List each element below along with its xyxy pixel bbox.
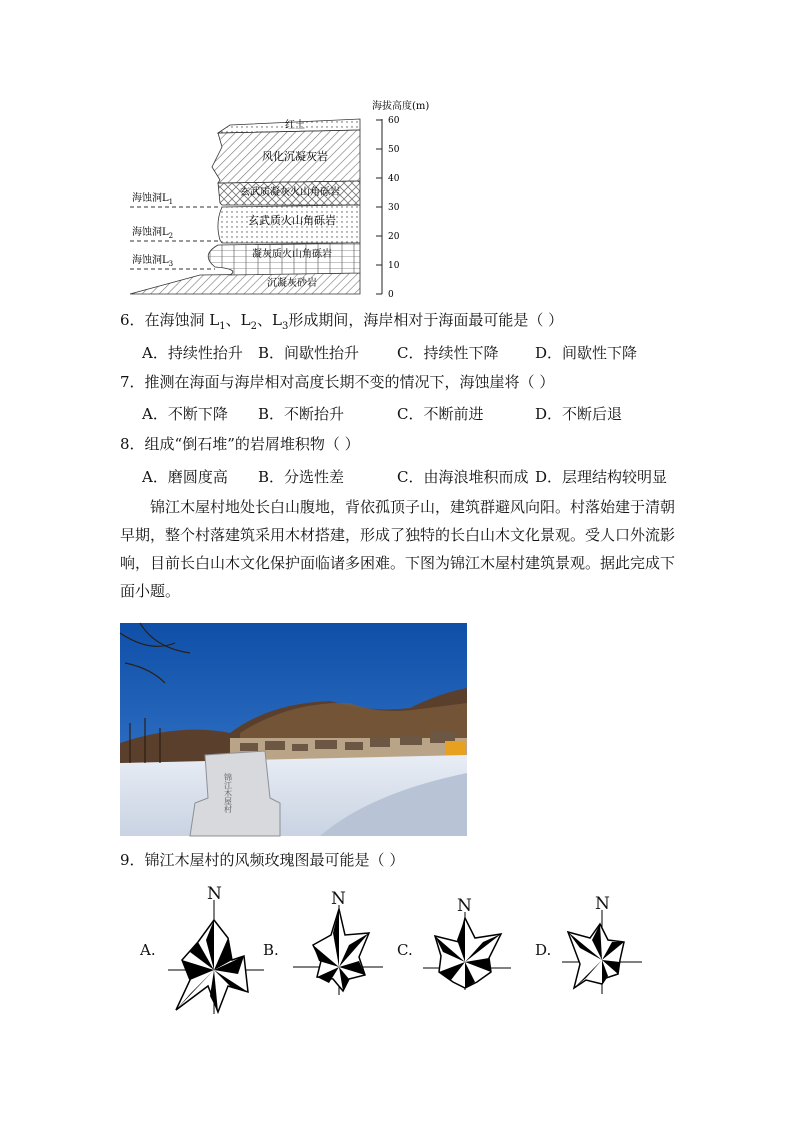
north-label: N: [331, 889, 346, 909]
layer-label: 沉凝灰砂岩: [267, 278, 317, 289]
question-6-stem: 6．在海蚀洞 $L_1$、$L_2$、$L_3$形成期间，海岸相对于海面最可能是（ ）: [120, 311, 564, 332]
q6-option-d[interactable]: D．间歇性下降: [535, 344, 638, 362]
q8-option-c[interactable]: C．由海浪堆积而成: [397, 468, 529, 486]
north-label: N: [457, 896, 472, 916]
svg-text:10: 10: [388, 261, 400, 271]
wind-rose-d[interactable]: [562, 910, 646, 994]
question-8-stem: 8．组成“倒石堆”的岩屑堆积物（ ）: [120, 435, 360, 453]
q7-option-b[interactable]: B．不断抬升: [258, 405, 345, 423]
layer-label: 凝灰质火山角砾岩: [252, 249, 332, 260]
axis-title: 海拔高度(m): [372, 101, 430, 112]
svg-text:30: 30: [388, 203, 400, 213]
layer-label: 玄武质凝灰火山角砾岩: [240, 187, 340, 198]
layer-label: 风化沉凝灰岩: [262, 150, 328, 163]
q9-option-d[interactable]: D.: [535, 941, 552, 959]
q6-option-c[interactable]: C．持续性下降: [397, 344, 499, 362]
wind-rose-b[interactable]: [293, 905, 383, 995]
q9-option-c[interactable]: C.: [397, 941, 413, 959]
question-7-stem: 7．推测在海面与海岸相对高度长期不变的情况下，海蚀崖将（ ）: [120, 373, 555, 391]
cave-label: 海蚀洞$L_3$: [132, 255, 174, 268]
question-9-stem: 9．锦江木屋村的风频玫瑰图最可能是（ ）: [120, 851, 405, 869]
svg-text:40: 40: [388, 174, 400, 184]
monument-text: 锦江木屋村: [223, 773, 233, 813]
svg-text:0: 0: [388, 290, 394, 300]
q8-option-a[interactable]: A．磨圆度高: [142, 468, 228, 486]
q9-option-a[interactable]: A.: [140, 941, 156, 959]
q7-option-a[interactable]: A．不断下降: [142, 405, 228, 423]
north-label: N: [595, 894, 610, 914]
axis-ticks: [376, 116, 400, 300]
q7-option-c[interactable]: C．不断前进: [397, 405, 484, 423]
wind-rose-c[interactable]: [423, 912, 513, 992]
q6-option-a[interactable]: A．持续性抬升: [142, 344, 243, 362]
passage-text: 锦江木屋村地处长白山腹地，背依孤顶子山，建筑群避风向阳。村落始建于清朝早期，整个村落建筑采用木材搭建，形成了独特的长白山木文化景观。受人口外流影响，目前长白山木文化保护面临诸多困难。下图为锦江木屋村建筑景观。据此完成下面小题。: [120, 498, 676, 600]
cave-label: 海蚀洞$L_2$: [132, 227, 174, 240]
north-label: N: [207, 884, 222, 904]
village-photo: [120, 623, 467, 836]
q8-option-d[interactable]: D．层理结构较明显: [535, 468, 668, 486]
strata-diagram: [120, 95, 430, 305]
q8-option-b[interactable]: B．分选性差: [258, 468, 345, 486]
layer-label: 玄武质火山角砾岩: [248, 214, 336, 227]
svg-text:20: 20: [388, 232, 400, 242]
q9-option-b[interactable]: B.: [263, 941, 279, 959]
svg-text:50: 50: [388, 145, 400, 155]
cave-label: 海蚀洞$L_1$: [132, 193, 174, 206]
q7-option-d[interactable]: D．不断后退: [535, 405, 623, 423]
wind-rose-a[interactable]: [168, 900, 268, 1018]
layer-label: 红土: [285, 120, 305, 131]
q6-option-b[interactable]: B．间歇性抬升: [258, 344, 360, 362]
svg-text:60: 60: [388, 116, 400, 126]
layer-sand-tuff: [130, 273, 360, 294]
